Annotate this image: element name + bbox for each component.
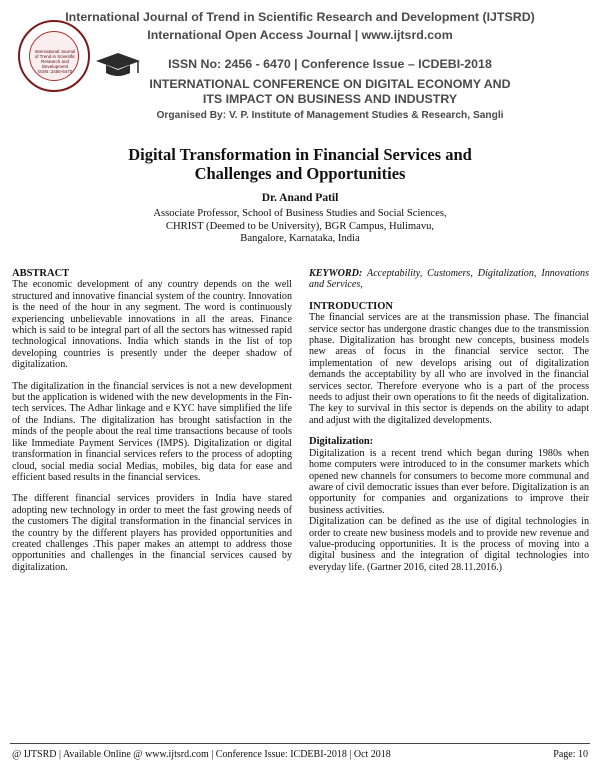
footer-divider	[10, 743, 590, 744]
seal-text: International Journal of Trend in Scientific Research and Development ISSN: 2456-6470	[34, 49, 76, 74]
left-column	[12, 268, 292, 583]
footer-text: @ IJTSRD | Available Online @ www.ijtsrd.com | Conference Issue: ICDEBI-2018 | Oct 2018	[12, 749, 391, 760]
journal-name: International Journal of Trend in Scientific Research and Development (IJTSRD)	[65, 10, 535, 24]
paper-title: Digital Transformation in Financial Services and Challenges and Opportunities	[128, 145, 472, 183]
organised-by: Organised By: V. P. Institute of Management Studies & Research, Sangli	[156, 110, 504, 121]
journal-header	[0, 0, 600, 132]
conference-line-2: ITS IMPACT ON BUSINESS AND INDUSTRY	[202, 92, 458, 106]
page-number: Page: 10	[553, 749, 588, 760]
author-name: Dr. Anand Patil	[261, 192, 339, 204]
abstract-heading: ABSTRACT	[12, 268, 70, 279]
keywords-label: KEYWORD:	[309, 268, 363, 279]
right-column	[309, 268, 589, 583]
journal-access: International Open Access Journal | www.ijtsrd.com	[147, 28, 453, 42]
introduction-heading: INTRODUCTION	[309, 300, 394, 312]
abstract-paragraph-1: The economic development of any country depends on the well structured and innovative financial system of the country. Innovation is the need of the hour in any segment. The word is continuously experiencing unbelievable innovations in all the areas. Finance which is said to be integral part of all the sectors has witnessed rapid technological innovations. India which stands in the list of top developing countries is presently under the deeper shadow of digitalization.	[12, 279, 292, 371]
digitalization-paragraph-2: Digitalization can be defined as the use of digital technologies in order to create new business models and to provide new revenue and value-producing opportunities. It is the process of moving into a digital business and the integration of digital technologies into everyday life. (Gartner 2016, cited 28.11.2016.)	[309, 516, 589, 573]
keywords-text: Acceptability, Customers, Digitalization, Innovations and Services,	[309, 268, 589, 291]
conference-line-1: INTERNATIONAL CONFERENCE ON DIGITAL ECONOMY AND	[149, 77, 511, 91]
digitalization-paragraph-1: Digitalization is a recent trend which began during 1980s when home computers were introduced to in the consumer markets which opened new channels for consumers to become more communal and aware of civil democratic issues than ever before. Digitalization is an opportunity for companies and organizations to improve their business activities.	[309, 447, 589, 516]
author-affiliation: Associate Professor, School of Business Studies and Social Sciences, CHRIST (Deemed to be University), BGR Campus, Hulimavu, Bangalore, Karnataka, India	[153, 208, 447, 244]
abstract-paragraph-2: The digitalization in the financial services is not a new development but the application is widened with the new developments in the Fin-tech services. The Adhar linkage and e KYC have simplified the life of the Indians. The digitalization has brought satisfaction in the minds of the people about the real time transactions because of tools like Immediate Payment Services (IMPS). Digitalization or digital transformation in financial services refers to the process of adopting cloud, social media social Medias, mobiles, big data for ease and efficient based results in the financial services.	[12, 380, 292, 483]
introduction-paragraph: The financial services are at the transmission phase. The financial service sector has undergone drastic changes due to the transmission phase. Digitalization has brought new concepts, business models new areas of focus in the financial service sector. The implementation of new develops arising out of digitalization demands the acceptability by all who are involved in the financial services sector. Therefore everyone who is a part of the process needs to adjust their own operations to fit the needs of digitalization. The key to survival in this sector is depends on the ability to adapt and adjust with the digitalized developments.	[309, 312, 589, 426]
abstract-paragraph-3: The different financial services providers in India have stared adopting new technology in order to meet the fast growing needs of the customers The digital transformation in the financial services in the country by the different players has provided opportunities and created challenges .This paper makes an attempt to address those opportunities and challenges in the financial services caused by digitalization.	[12, 493, 292, 573]
issn-line: ISSN No: 2456 - 6470 | Conference Issue – ICDEBI-2018	[168, 57, 492, 71]
digitalization-heading: Digitalization:	[309, 436, 374, 448]
keywords	[309, 268, 589, 291]
page-footer	[12, 749, 588, 760]
